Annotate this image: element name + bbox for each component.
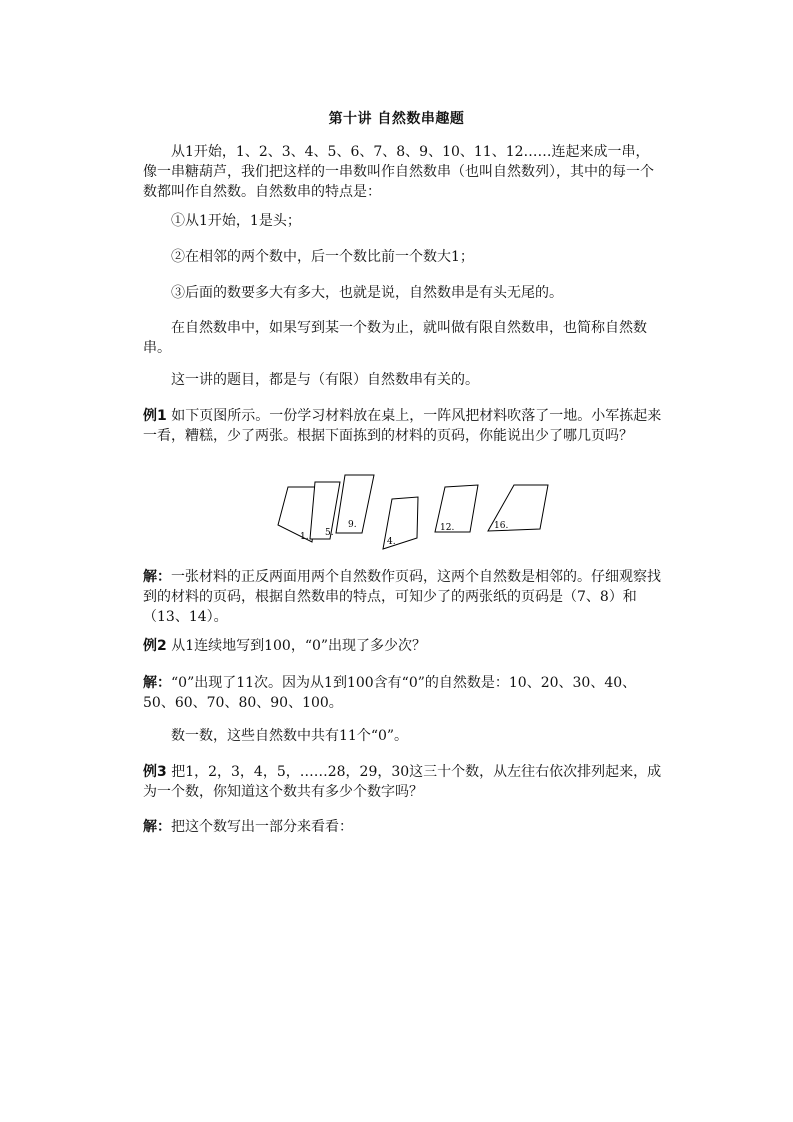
example-2-text: 从1连续地写到100，“0”出现了多少次？ — [171, 638, 427, 654]
solution-2 — [143, 673, 663, 713]
page-number-label: 1. — [300, 532, 309, 542]
solution-3 — [143, 817, 663, 837]
solution-3-text: 把这个数写出一部分来看看： — [171, 819, 353, 835]
solution-2-count: 数一数，这些自然数中共有11个“0”。 — [171, 728, 409, 744]
solution-1-label: 解： — [143, 569, 171, 585]
feature-point-2: ②在相邻的两个数中，后一个数比前一个数大1； — [171, 249, 474, 265]
page-number-label: 4. — [387, 537, 396, 547]
solution-2-label: 解： — [143, 675, 171, 691]
example-1-label: 例1 — [143, 408, 167, 424]
example-2-label: 例2 — [143, 638, 167, 654]
page-number-label: 16. — [494, 521, 509, 531]
example-2 — [143, 636, 663, 656]
feature-point-1: ①从1开始，1是头； — [171, 213, 301, 229]
solution-1 — [143, 567, 663, 627]
page-number-label: 5. — [325, 528, 334, 538]
example-1-text: 如下页图所示。一份学习材料放在桌上，一阵风把材料吹落了一地。小军拣起来一看，糟糕，少了两张。根据下面拣到的材料的页码，你能说出少了哪几页吗？ — [143, 408, 662, 444]
page-number-label: 12. — [440, 523, 455, 533]
solution-2-text: “0”出现了11次。因为从1到100含有“0”的自然数是：10、20、30、40、50、60、70、80、90、100。 — [143, 675, 637, 711]
example-3-label: 例3 — [143, 764, 167, 780]
finite-definition-paragraph: 在自然数串中，如果写到某一个数为止，就叫做有限自然数串，也简称自然数串。 — [143, 320, 647, 356]
solution-1-text: 一张材料的正反两面用两个自然数作页码，这两个自然数是相邻的。仔细观察找到的材料的页码，根据自然数串的特点，可知少了的两张纸的页码是（7、8）和（13、14）。 — [143, 569, 661, 625]
feature-point-3: ③后面的数要多大有多大，也就是说，自然数串是有头无尾的。 — [171, 285, 563, 301]
scattered-pages-figure — [270, 467, 570, 557]
intro-paragraph: 从1开始，1、2、3、4、5、6、7、8、9、10、11、12……连起来成一串，像一串糖葫芦，我们把这样的一串数叫作自然数串（也叫自然数列），其中的每一个数都叫作自然数。自然数串的特点是： — [143, 144, 654, 200]
solution-3-label: 解： — [143, 819, 171, 835]
example-3 — [143, 762, 663, 802]
example-1 — [143, 406, 663, 446]
lecture-note-paragraph: 这一讲的题目，都是与（有限）自然数串有关的。 — [171, 372, 479, 388]
page-number-label: 9. — [348, 520, 357, 530]
page-title: 第十讲 自然数串趣题 — [328, 111, 465, 127]
scattered-pages-diagram — [270, 467, 570, 557]
example-3-text: 把1，2，3，4，5，……28，29，30这三十个数，从左往右依次排列起来，成为一个数，你知道这个数共有多少个数字吗？ — [143, 764, 662, 800]
